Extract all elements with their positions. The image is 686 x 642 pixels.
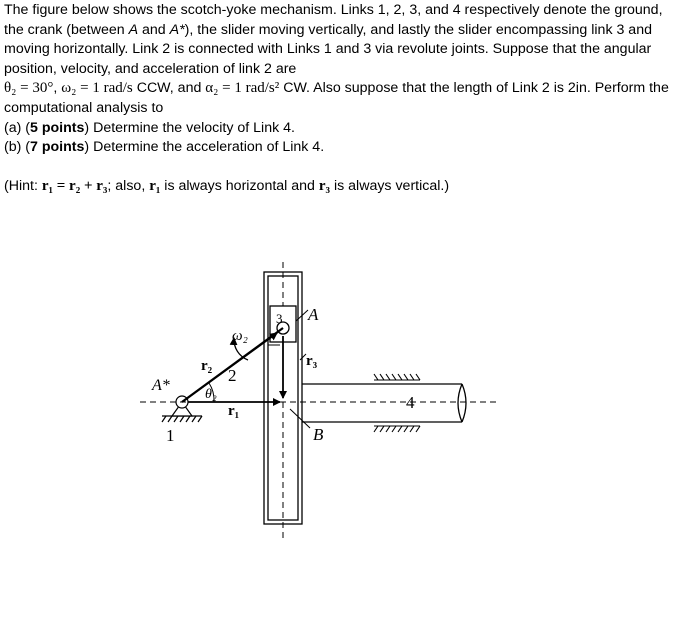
part-a-text: ) Determine the velocity of Link 4.	[84, 119, 295, 136]
alpha-value: α₂ = 1 rad/s²	[205, 80, 280, 97]
hint-r3: r₃	[318, 177, 331, 194]
label-a-star: A*	[152, 377, 170, 394]
part-b-points: 7 points	[30, 139, 85, 156]
hint-prefix: (Hint:	[4, 177, 42, 194]
label-link-1: 1	[166, 426, 175, 445]
label-theta2: θ₂	[205, 387, 217, 402]
intro-text: The figure below shows the scotch-yoke mechanism. Links 1, 2, 3, and 4 respectively denote the ground, the crank (between	[4, 2, 663, 38]
theta-value: θ₂ = 30°	[4, 80, 54, 97]
ccw-text: CCW, and	[132, 80, 206, 97]
link-4-rod	[302, 384, 466, 422]
hint-mid-2: is always horizontal and	[160, 177, 319, 194]
ground-pivot	[162, 396, 202, 422]
separator: ,	[53, 80, 62, 97]
label-link-3: 3	[276, 311, 283, 326]
part-a-prefix: (a) (	[4, 119, 31, 136]
label-link-4: 4	[406, 393, 415, 412]
part-b-prefix: (b) (	[4, 139, 31, 156]
hint-end: is always vertical.)	[330, 177, 450, 194]
hint-mid: ; also,	[107, 177, 150, 194]
and-text: and	[138, 21, 170, 38]
label-r3: r₃	[306, 353, 318, 369]
label-b: B	[313, 425, 324, 444]
label-link-2: 2	[228, 366, 237, 385]
part-a-points: 5 points	[30, 119, 85, 136]
intro-text-2: ), the slider moving vertically, and lastly the slider encompassing link 3 and moving horizontally. Link 2 is connected with Links 1 and 3 via revolute joints. Suppose that the angular position, velocity, and acceleration of link 2 are	[4, 21, 652, 77]
label-r1: r₁	[228, 403, 240, 419]
point-a-ref: A	[128, 21, 139, 38]
hint-r1: r₁	[149, 177, 161, 194]
point-a-star-ref: A*	[169, 21, 185, 38]
cw-text: CW. Also suppose that the length of Link 2 is 2in. Perform the computational analysis to	[4, 80, 669, 116]
label-r2: r₂	[201, 358, 213, 374]
label-a: A	[308, 305, 319, 324]
label-omega2: ω₂	[232, 328, 248, 344]
hint-equation: r₁ = r₂ + r₃	[41, 177, 108, 194]
omega-value: ω₂ = 1 rad/s	[61, 80, 133, 97]
part-b-text: ) Determine the acceleration of Link 4.	[84, 139, 325, 156]
